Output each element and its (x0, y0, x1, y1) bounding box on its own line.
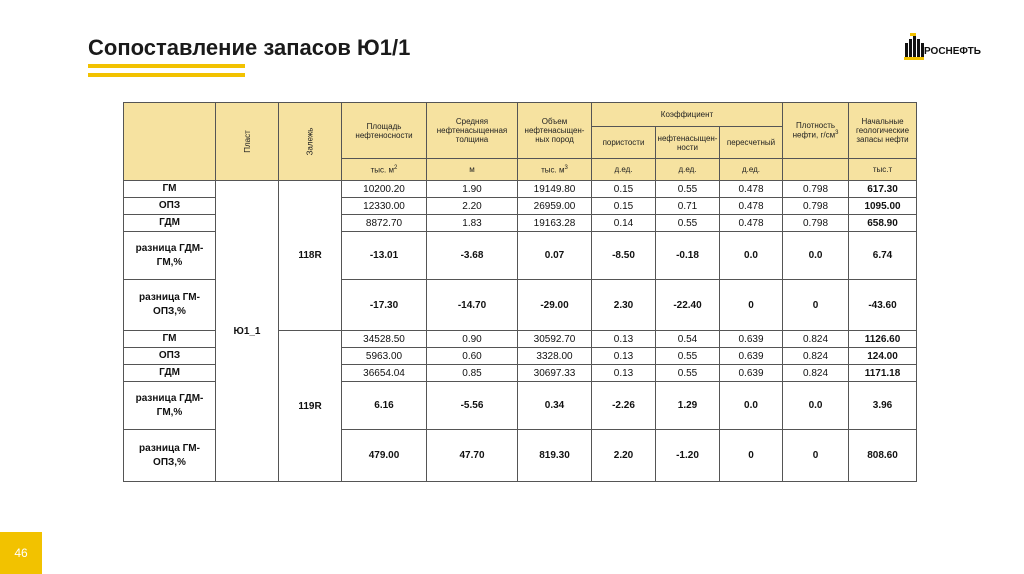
cell-volume: -29.00 (518, 280, 592, 331)
rosneft-emblem-icon (904, 33, 926, 63)
cell-porosity: 0.13 (592, 348, 656, 365)
logo-wordmark: РОСНЕФТЬ (924, 46, 981, 57)
plast-value: Ю1_1 (216, 181, 279, 482)
header-area: Площадь нефтеносности (342, 103, 427, 159)
cell-density: 0.0 (783, 382, 849, 430)
cell-saturation: 0.55 (656, 181, 720, 198)
unit-saturation: д.ед. (656, 159, 720, 181)
unit-conversion: д.ед. (720, 159, 783, 181)
row-label: разница ГДМ-ГМ,% (124, 382, 216, 430)
cell-volume: 0.07 (518, 232, 592, 280)
cell-thickness: 47.70 (427, 430, 518, 482)
cell-density: 0.798 (783, 181, 849, 198)
cell-conversion: 0.639 (720, 331, 783, 348)
zalezh-118r: 118R (279, 181, 342, 331)
row-label: ГМ (124, 181, 216, 198)
page-number: 46 (0, 532, 42, 574)
unit-volume: тыс. $м^3$ (518, 159, 592, 181)
cell-reserves: 6.74 (849, 232, 917, 280)
cell-density: 0 (783, 430, 849, 482)
cell-density: 0.798 (783, 215, 849, 232)
unit-density (783, 159, 849, 181)
cell-porosity: -2.26 (592, 382, 656, 430)
cell-thickness: -3.68 (427, 232, 518, 280)
header-zalezh: Залежь (279, 103, 342, 181)
cell-porosity: 2.20 (592, 430, 656, 482)
header-saturation: нефтенасыщен-ности (656, 127, 720, 159)
cell-porosity: 0.13 (592, 331, 656, 348)
cell-reserves: 658.90 (849, 215, 917, 232)
cell-volume: 30592.70 (518, 331, 592, 348)
unit-thickness: м (427, 159, 518, 181)
cell-conversion: 0.0 (720, 382, 783, 430)
header-reserves: Начальные геологические запасы нефти (849, 103, 917, 159)
cell-conversion: 0.639 (720, 365, 783, 382)
cell-area: 36654.04 (342, 365, 427, 382)
cell-conversion: 0.478 (720, 181, 783, 198)
cell-conversion: 0 (720, 280, 783, 331)
cell-porosity: 0.15 (592, 181, 656, 198)
row-label: ОПЗ (124, 348, 216, 365)
cell-porosity: 2.30 (592, 280, 656, 331)
cell-conversion: 0 (720, 430, 783, 482)
cell-saturation: 1.29 (656, 382, 720, 430)
table-row (124, 181, 917, 198)
cell-area: 34528.50 (342, 331, 427, 348)
cell-thickness: -14.70 (427, 280, 518, 331)
header-conversion: пересчетный (720, 127, 783, 159)
cell-volume: 30697.33 (518, 365, 592, 382)
cell-reserves: 124.00 (849, 348, 917, 365)
cell-porosity: -8.50 (592, 232, 656, 280)
title-underline (88, 64, 245, 68)
header-plast: Пласт (216, 103, 279, 181)
cell-density: 0.824 (783, 331, 849, 348)
cell-area: 6.16 (342, 382, 427, 430)
cell-reserves: 617.30 (849, 181, 917, 198)
row-label: разница ГМ-ОПЗ,% (124, 430, 216, 482)
cell-reserves: -43.60 (849, 280, 917, 331)
cell-thickness: 1.90 (427, 181, 518, 198)
cell-volume: 26959.00 (518, 198, 592, 215)
cell-reserves: 3.96 (849, 382, 917, 430)
header-thickness: Средняя нефтенасыщенная толщина (427, 103, 518, 159)
cell-reserves: 1171.18 (849, 365, 917, 382)
unit-porosity: д.ед. (592, 159, 656, 181)
cell-area: 5963.00 (342, 348, 427, 365)
cell-area: 12330.00 (342, 198, 427, 215)
cell-saturation: -22.40 (656, 280, 720, 331)
cell-thickness: 0.60 (427, 348, 518, 365)
cell-density: 0.824 (783, 348, 849, 365)
row-label: ОПЗ (124, 198, 216, 215)
cell-reserves: 1126.60 (849, 331, 917, 348)
rosneft-logo (904, 33, 1004, 63)
cell-conversion: 0.478 (720, 198, 783, 215)
cell-density: 0.0 (783, 232, 849, 280)
page-title: Сопоставление запасов Ю1/1 (88, 35, 411, 60)
cell-thickness: 1.83 (427, 215, 518, 232)
header-density: Плотность нефти, $г/см^3$ (783, 103, 849, 159)
cell-saturation: -0.18 (656, 232, 720, 280)
row-label: разница ГМ-ОПЗ,% (124, 280, 216, 331)
cell-porosity: 0.15 (592, 198, 656, 215)
header-coefficient: Коэффициент (592, 103, 783, 127)
cell-thickness: -5.56 (427, 382, 518, 430)
cell-conversion: 0.478 (720, 215, 783, 232)
row-label: ГДМ (124, 215, 216, 232)
cell-area: 10200.20 (342, 181, 427, 198)
zalezh-119r: 119R (279, 331, 342, 482)
cell-thickness: 2.20 (427, 198, 518, 215)
cell-porosity: 0.14 (592, 215, 656, 232)
cell-volume: 19163.28 (518, 215, 592, 232)
header-empty (124, 103, 216, 181)
cell-area: 479.00 (342, 430, 427, 482)
row-label: ГДМ (124, 365, 216, 382)
cell-volume: 819.30 (518, 430, 592, 482)
cell-porosity: 0.13 (592, 365, 656, 382)
cell-area: -17.30 (342, 280, 427, 331)
cell-density: 0 (783, 280, 849, 331)
cell-volume: 3328.00 (518, 348, 592, 365)
row-label: ГМ (124, 331, 216, 348)
cell-saturation: 0.55 (656, 215, 720, 232)
cell-reserves: 808.60 (849, 430, 917, 482)
cell-conversion: 0.639 (720, 348, 783, 365)
cell-volume: 0.34 (518, 382, 592, 430)
unit-area: тыс. $м^2$ (342, 159, 427, 181)
cell-saturation: 0.71 (656, 198, 720, 215)
cell-conversion: 0.0 (720, 232, 783, 280)
row-label: разница ГДМ-ГМ,% (124, 232, 216, 280)
cell-volume: 19149.80 (518, 181, 592, 198)
cell-saturation: 0.54 (656, 331, 720, 348)
cell-thickness: 0.85 (427, 365, 518, 382)
cell-density: 0.798 (783, 198, 849, 215)
header-volume: Объем нефтенасыщен-ных пород (518, 103, 592, 159)
title-underline-second (88, 73, 245, 77)
cell-density: 0.824 (783, 365, 849, 382)
header-porosity: пористости (592, 127, 656, 159)
reserves-table (123, 102, 917, 482)
cell-thickness: 0.90 (427, 331, 518, 348)
cell-saturation: -1.20 (656, 430, 720, 482)
cell-saturation: 0.55 (656, 365, 720, 382)
cell-reserves: 1095.00 (849, 198, 917, 215)
cell-area: 8872.70 (342, 215, 427, 232)
cell-area: -13.01 (342, 232, 427, 280)
unit-reserves: тыс.т (849, 159, 917, 181)
cell-saturation: 0.55 (656, 348, 720, 365)
